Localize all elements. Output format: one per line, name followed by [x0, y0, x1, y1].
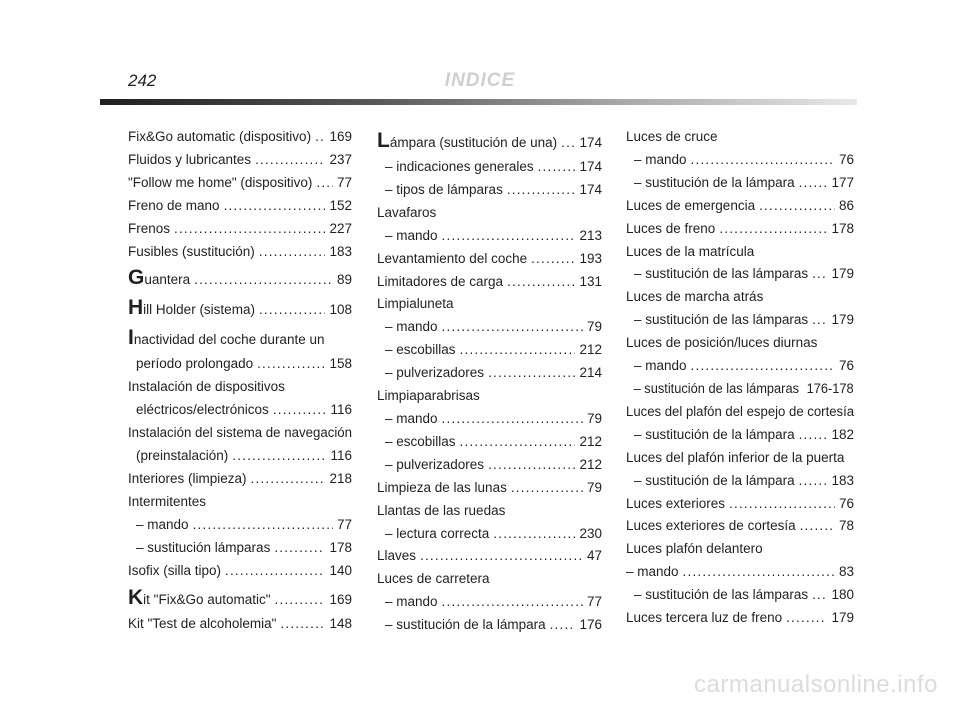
entry-page: 212 [579, 433, 602, 449]
entry-text: período prolongado [136, 356, 254, 372]
dot-leader [507, 179, 576, 202]
entry-page: 77 [336, 174, 352, 190]
entry-text: – escobillas [385, 342, 456, 358]
dot-leader [224, 195, 326, 218]
entry-text: – mando [634, 151, 687, 167]
entry-text: – sustitución de las lámparas [634, 266, 809, 282]
entry-text: – mando [136, 516, 189, 532]
dot-leader [561, 130, 575, 156]
entry-text: Luces plafón delantero [626, 541, 763, 557]
index-entry [128, 399, 352, 422]
index-entry [128, 195, 352, 218]
entry-text: Luces de marcha atrás [626, 289, 764, 305]
entry-page: 77 [336, 516, 352, 532]
entry-page: 148 [329, 615, 352, 631]
entry-text: (preinstalación) [136, 448, 229, 464]
entry-page: 237 [329, 151, 352, 167]
dot-leader [550, 614, 576, 637]
entry-text: – mando [385, 227, 438, 243]
dot-leader [488, 362, 575, 385]
entry-page: 140 [329, 562, 352, 578]
entry-text: – sustitución de la lámpara [634, 174, 795, 190]
entry-text: Kit "Test de alcoholemia" [128, 615, 277, 631]
entry-text: – mando [385, 594, 438, 610]
dot-leader [759, 195, 835, 218]
entry-page: 174 [579, 135, 602, 150]
entry-text: Limpiaparabrisas [377, 388, 480, 404]
entry-text-rest: nactividad del coche durante un [133, 332, 325, 348]
index-entry [377, 339, 602, 362]
index-entry [377, 248, 602, 271]
index-entry [128, 353, 352, 376]
entry-page: 79 [586, 319, 602, 335]
index-entry [128, 514, 352, 537]
entry-initial: I [128, 326, 134, 350]
entry-page: 79 [586, 410, 602, 426]
index-entry [377, 545, 602, 568]
entry-page: 230 [579, 525, 602, 541]
entry-page: 152 [329, 197, 352, 213]
entry-text [128, 587, 271, 613]
dot-leader [538, 156, 576, 179]
entry-page: 78 [838, 518, 854, 534]
entry-text: Luces de carretera [377, 571, 490, 587]
index-entry [377, 225, 602, 248]
entry-page: 178 [329, 539, 352, 555]
index-entry [128, 445, 352, 468]
entry-page: 182 [831, 426, 854, 442]
index-entry [377, 477, 602, 500]
dot-leader [799, 424, 828, 447]
index-entry [626, 378, 854, 401]
entry-text [128, 327, 324, 353]
index-entry [128, 491, 352, 514]
index-entry [626, 309, 854, 332]
entry-page: 86 [838, 197, 854, 213]
entry-text: Fix&Go automatic (dispositivo) [128, 129, 312, 144]
dot-leader [786, 607, 827, 630]
dot-leader [442, 225, 576, 248]
entry-page: 183 [831, 472, 854, 488]
entry-text: – sustitución de la lámpara [634, 426, 795, 442]
entry-text: – tipos de lámparas [385, 181, 503, 197]
index-entry [377, 614, 602, 637]
dot-leader [683, 561, 835, 584]
entry-page: 183 [329, 243, 352, 259]
index-entry [128, 297, 352, 323]
entry-text: Interiores (limpieza) [128, 470, 247, 486]
entry-page: 212 [579, 456, 602, 472]
index-entry [128, 126, 352, 149]
index-entry [128, 468, 352, 491]
index-entry [626, 332, 854, 355]
index-entry [128, 327, 352, 353]
index-entry [128, 172, 352, 195]
dot-leader [259, 297, 326, 323]
entry-text: Luces del plafón inferior de la puerta [626, 449, 845, 465]
entry-text: – pulverizadores [385, 365, 485, 381]
dot-leader [193, 514, 333, 537]
index-entry [128, 149, 352, 172]
entry-text: Freno de mano [128, 197, 220, 213]
entry-text: Frenos [128, 220, 171, 236]
index-entry [626, 263, 854, 286]
dot-leader [799, 470, 828, 493]
dot-leader [316, 172, 333, 195]
section-title: INDICE [444, 70, 516, 91]
index-entry [626, 424, 854, 447]
entry-page: 174 [579, 159, 602, 174]
index-entry [626, 607, 854, 630]
entry-page: 116 [330, 448, 352, 464]
dot-leader [460, 431, 576, 454]
dot-leader [729, 493, 835, 516]
entry-page: 178 [831, 220, 854, 236]
entry-page: 76 [838, 358, 854, 374]
dot-leader [273, 399, 327, 422]
entry-text: – mando [626, 564, 679, 580]
entry-text: Luces de freno [626, 220, 716, 236]
index-entry [377, 500, 602, 523]
dot-leader [460, 339, 576, 362]
index-entry [626, 172, 854, 195]
entry-text: eléctricos/electrónicos [136, 402, 269, 418]
entry-page: 158 [329, 356, 352, 372]
entry-text: – mando [385, 410, 438, 426]
entry-page: 131 [579, 273, 602, 289]
dot-leader [812, 309, 827, 332]
dot-leader [442, 591, 583, 614]
entry-page: 179 [831, 312, 854, 328]
index-entry [128, 613, 352, 636]
entry-text-rest: ámpara (sustitución de una) [389, 135, 558, 150]
dot-leader [719, 218, 827, 241]
index-entry [626, 126, 854, 149]
entry-text: Isofix (silla tipo) [128, 562, 222, 578]
dot-leader [812, 263, 827, 286]
index-entry [626, 241, 854, 264]
entry-page: 89 [336, 272, 352, 288]
entry-page: 179 [831, 610, 854, 626]
entry-text: Fusibles (sustitución) [128, 243, 255, 259]
dot-leader [280, 613, 325, 636]
entry-text: Luces de emergencia [626, 197, 756, 213]
entry-text: – sustitución de la lámpara [385, 617, 546, 633]
entry-text [128, 297, 255, 323]
index-entry [626, 561, 854, 584]
index-entry [128, 560, 352, 583]
entry-text: Luces tercera luz de freno [626, 610, 783, 626]
index-entry [626, 401, 855, 424]
entry-text: Limpialuneta [377, 296, 454, 312]
index-entry [377, 156, 602, 179]
dot-leader [251, 468, 326, 491]
index-entry [128, 376, 352, 399]
entry-page: 193 [579, 250, 602, 266]
dot-leader [174, 218, 325, 241]
entry-page: 214 [579, 365, 602, 381]
index-entry [128, 537, 352, 560]
entry-text: Llaves [377, 548, 417, 564]
index-entry [377, 293, 602, 316]
dot-leader [194, 267, 333, 293]
entry-text: Luces de cruce [626, 129, 718, 144]
dot-leader [691, 149, 835, 172]
index-entry [377, 385, 602, 408]
index-entry [626, 355, 854, 378]
dot-leader [259, 241, 326, 264]
index-entry [377, 591, 602, 614]
dot-leader [511, 477, 583, 500]
entry-page: 179 [831, 266, 854, 282]
dot-leader [255, 149, 325, 172]
entry-text: – mando [385, 319, 438, 335]
index-entry [626, 286, 854, 309]
entry-initial: K [128, 585, 144, 609]
index-entry [377, 179, 602, 202]
entry-page: 76 [838, 151, 854, 167]
index-entry [626, 470, 854, 493]
entry-initial: H [128, 296, 144, 320]
entry-initial: G [128, 266, 145, 290]
entry-text: – indicaciones generales [385, 159, 534, 174]
index-entry [626, 515, 854, 538]
entry-text: – pulverizadores [385, 456, 485, 472]
entry-page: 77 [586, 594, 602, 610]
entry-page: 169 [329, 129, 352, 144]
index-entry [377, 408, 602, 431]
dot-leader [493, 523, 575, 546]
index-entry [377, 362, 602, 385]
index-entry [626, 195, 854, 218]
index-entry [377, 431, 602, 454]
index-entry [128, 267, 352, 293]
entry-page: 227 [329, 220, 352, 236]
entry-text [128, 267, 190, 293]
entry-page: 180 [831, 587, 854, 603]
dot-leader [225, 560, 325, 583]
entry-page: 176 [579, 617, 602, 633]
index-entry [377, 271, 602, 294]
dot-leader [488, 454, 575, 477]
index-entry [377, 454, 602, 477]
entry-text: Intermitentes [128, 493, 207, 509]
entry-page: 218 [329, 470, 352, 486]
index-entry [626, 447, 854, 470]
index-column-3 [626, 126, 854, 630]
index-entry [626, 149, 854, 172]
entry-page: 176-178 [806, 380, 854, 396]
entry-initial: L [377, 129, 390, 152]
entry-text: – mando [634, 358, 687, 374]
dot-leader [799, 172, 828, 195]
watermark: carmanualsonline.info [694, 671, 938, 698]
entry-page: 108 [329, 302, 352, 318]
entry-page: 116 [330, 402, 352, 418]
dot-leader [420, 545, 583, 568]
dot-leader [800, 515, 835, 538]
entry-text: Luces exteriores de cortesía [626, 518, 796, 534]
entry-page: 212 [579, 342, 602, 358]
entry-text: – sustitución de las lámparas [633, 380, 799, 396]
entry-text: – sustitución de la lámpara [634, 472, 795, 488]
index-column-1 [128, 126, 352, 635]
dot-leader [812, 584, 827, 607]
index-column-2 [377, 126, 602, 637]
entry-text: – escobillas [385, 433, 456, 449]
entry-text: – sustitución de las lámparas [634, 587, 809, 603]
dot-leader [232, 445, 326, 468]
entry-text: Luces de la matrícula [626, 243, 755, 259]
index-entry [377, 316, 602, 339]
entry-text: – lectura correcta [385, 525, 490, 541]
page-number: 242 [128, 71, 157, 90]
index-entry [626, 218, 854, 241]
entry-text: Luces de posición/luces diurnas [626, 335, 818, 351]
entry-text: Luces exteriores [626, 495, 726, 511]
entry-page: 213 [579, 227, 602, 243]
entry-text: Lavafaros [377, 204, 437, 220]
entry-text: – sustitución de las lámparas [634, 312, 809, 328]
index-entry [377, 568, 602, 591]
index-entry [626, 538, 854, 561]
index-entry [377, 202, 602, 225]
dot-leader [275, 587, 326, 613]
index-entry [377, 523, 602, 546]
entry-text: Instalación de dispositivos [128, 379, 285, 395]
entry-text [377, 130, 557, 156]
index-entry [626, 493, 854, 516]
dot-leader [691, 355, 835, 378]
dot-leader [274, 537, 325, 560]
entry-page: 76 [838, 495, 854, 511]
entry-text-rest: uantera [144, 272, 191, 288]
entry-page: 177 [831, 174, 854, 190]
entry-text-rest: it "Fix&Go automatic" [143, 591, 271, 607]
entry-text: – sustitución lámparas [136, 539, 271, 555]
entry-text: Fluidos y lubricantes [128, 151, 252, 167]
dot-leader [507, 271, 575, 294]
dot-leader [531, 248, 575, 271]
index-entry [128, 587, 352, 613]
entry-text: Instalación del sistema de navegación [128, 425, 353, 441]
entry-page: 47 [586, 548, 602, 564]
header-rule [100, 99, 857, 105]
entry-text: Luces del plafón del espejo de cortesía [626, 403, 855, 419]
index-entry [626, 584, 854, 607]
index-entry [377, 130, 602, 156]
entry-page: 79 [586, 479, 602, 495]
dot-leader [442, 316, 583, 339]
entry-text-rest: ill Holder (sistema) [143, 302, 255, 318]
entry-text: Limitadores de carga [377, 273, 504, 289]
entry-text: Limpieza de las lunas [377, 479, 507, 495]
dot-leader [442, 408, 583, 431]
entry-text: Levantamiento del coche [377, 250, 528, 266]
entry-page: 174 [579, 181, 602, 197]
index-entry [128, 422, 353, 445]
index-entry [128, 241, 352, 264]
dot-leader [257, 353, 325, 376]
entry-text: "Follow me home" (dispositivo) [128, 174, 313, 190]
entry-page: 169 [329, 591, 352, 607]
entry-text: Llantas de las ruedas [377, 502, 506, 518]
entry-page: 83 [838, 564, 854, 580]
dot-leader [315, 126, 325, 149]
index-entry [128, 218, 352, 241]
